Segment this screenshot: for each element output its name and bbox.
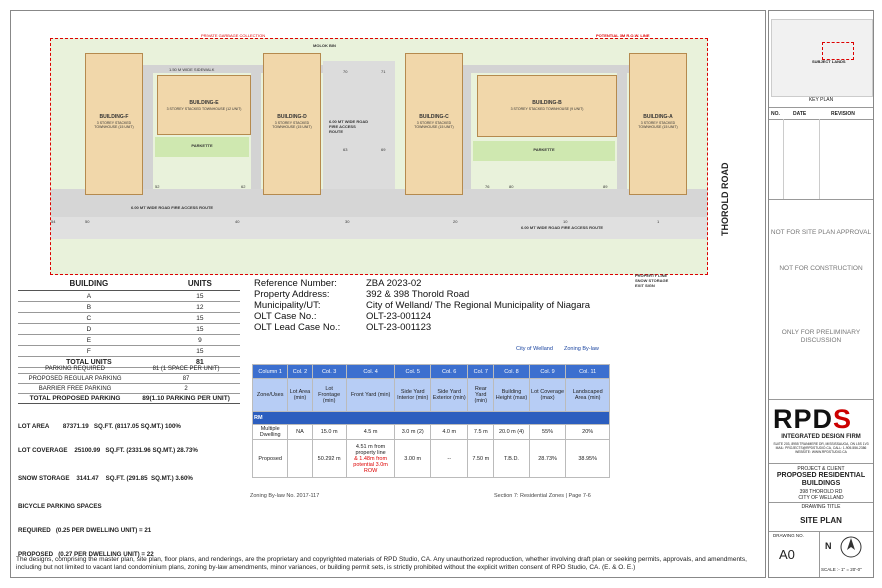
rev-header: NO.: [771, 111, 780, 117]
building-f: [85, 53, 143, 195]
sub-header: Lot Coverage (max): [529, 379, 566, 412]
sub-header: Rear Yard (min): [468, 379, 494, 412]
building-label: BUILDING-E: [189, 100, 219, 106]
building-sub: 3 STOREY STACKED TOWNHOUSE (9 UNIT): [510, 107, 584, 111]
cell: 4.5 m: [346, 425, 395, 440]
col-header: Col. 9: [529, 365, 566, 379]
building-b: [477, 75, 617, 137]
drawing-title-label: DRAWING TITLE: [801, 504, 841, 510]
sub-header: Side Yard Exterior (min): [431, 379, 468, 412]
cell: Multiple Dwelling: [253, 425, 288, 440]
reference-keys: [254, 278, 364, 333]
zoning-bylaw: Zoning By-law: [564, 346, 599, 352]
col-header: Col. 6: [431, 365, 468, 379]
key-plan: [771, 19, 873, 97]
firm-logo: [773, 404, 852, 435]
table-row: [18, 324, 240, 335]
cell: 20.0 m (4): [494, 425, 530, 440]
cell: 12: [160, 302, 240, 313]
logo-accent: S: [833, 404, 853, 434]
ref-key: Municipality/UT:: [254, 300, 321, 311]
road-name: THOROLD ROAD: [720, 162, 730, 236]
key-plan-site: [822, 42, 854, 60]
cell: A: [18, 291, 160, 302]
reference-values: [366, 278, 626, 333]
fire-route-label: 6.00 MT WIDE ROAD FIRE ACCESS ROUTE: [521, 225, 604, 230]
building-sub: 3 STOREY STACKED TOWNHOUSE (15 UNIT): [638, 121, 678, 129]
parking-number: 80: [509, 184, 514, 189]
table-row: [18, 313, 240, 324]
key-plan-site-label: SUBJECT LANDS: [812, 59, 846, 64]
parking-number: 30: [345, 219, 350, 224]
building-e: [157, 75, 251, 135]
building-sub: 3 STOREY STACKED TOWNHOUSE (15 UNIT): [414, 121, 454, 129]
col-header: Col. 4: [346, 365, 395, 379]
table-row: [253, 425, 610, 440]
building-a: [629, 53, 687, 195]
table-row: [18, 335, 240, 346]
cell: Proposed: [253, 440, 288, 478]
potential-row-label: POTENTIAL 3M R.O.W. LINE: [596, 33, 650, 38]
fire-route-label: 6.00 MT WIDE ROAD FIRE ACCESS ROUTE: [131, 205, 214, 210]
building-label: BUILDING-D: [277, 114, 307, 120]
cell: 7.50 m: [468, 440, 494, 478]
cell: 55%: [529, 425, 566, 440]
ref-key: OLT Lead Case No.:: [254, 322, 341, 333]
cell: 15.0 m: [312, 425, 346, 440]
cell: 15: [160, 313, 240, 324]
cell: NA: [288, 425, 312, 440]
ref-value: 392 & 398 Thorold Road: [366, 289, 470, 300]
zoning-table: [252, 364, 610, 478]
note-construction: NOT FOR CONSTRUCTION: [779, 265, 863, 272]
parking-number: 1: [657, 219, 660, 224]
project-name: PROPOSED RESIDENTIAL BUILDINGS: [776, 472, 866, 487]
parking-number: 70: [343, 69, 348, 74]
units-header: BUILDING: [18, 276, 160, 291]
cell: TOTAL PROPOSED PARKING: [18, 394, 132, 404]
project-address-1: 398 THOROLD RD: [799, 489, 843, 495]
sub-header: Side Yard Interior (min): [395, 379, 431, 412]
exit-sign-label: EXIT SIGN: [635, 283, 655, 288]
parking-number: 54: [51, 219, 56, 224]
building-sub: 3 STOREY STACKED TOWNHOUSE (15 UNIT): [94, 121, 134, 129]
cell: 50.292 m: [312, 440, 346, 478]
table-row: [18, 364, 240, 374]
tb-divider: [819, 531, 820, 577]
building-label: BUILDING-B: [532, 100, 562, 106]
zoning-footer-right: Section 7: Residential Zones | Page 7-6: [494, 493, 591, 499]
scale-label: SCALE :- 1" = 20'-0": [821, 567, 862, 572]
table-row: [18, 394, 240, 404]
col-header: Col. 2: [288, 365, 312, 379]
cell: 7.5 m: [468, 425, 494, 440]
building-c: [405, 53, 463, 195]
building-d: [263, 53, 321, 195]
sub-header: Building Height (max): [494, 379, 530, 412]
bike-required: REQUIRED (0.25 PER DWELLING UNIT) = 21: [18, 527, 152, 534]
cell: 89(1.10 PARKING PER UNIT): [132, 394, 240, 404]
table-row: [18, 374, 240, 384]
site-stats: [18, 407, 258, 567]
cell: B: [18, 302, 160, 313]
cell: 9: [160, 335, 240, 346]
garbage-label: PRIVATE GARBAGE COLLECTION: [201, 33, 266, 38]
cell: PROPOSED REGULAR PARKING: [18, 374, 132, 384]
cell: 81 (1 SPACE PER UNIT): [132, 364, 240, 374]
parking-number: 71: [381, 69, 386, 74]
col-header: Column 1: [253, 365, 288, 379]
bike-proposed: PROPOSED (0.27 PER DWELLING UNIT) = 22: [18, 551, 154, 558]
parkette-label: PARKETTE: [533, 147, 555, 152]
parking-number: 62: [241, 184, 246, 189]
cell: T.B.D.: [494, 440, 530, 478]
building-label: BUILDING-A: [643, 114, 673, 120]
note-preliminary: ONLY FOR PRELIMINARY DISCUSSION: [781, 329, 861, 344]
cell: BARRIER FREE PARKING: [18, 384, 132, 394]
parking-number: 20: [453, 219, 458, 224]
col-header: Col. 5: [395, 365, 431, 379]
table-row: [18, 302, 240, 313]
building-sub: 3 STOREY STACKED TOWNHOUSE (12 UNIT): [166, 107, 242, 111]
building-sub: 3 STOREY STACKED TOWNHOUSE (15 UNIT): [272, 121, 312, 129]
cell: 3.0 m (2): [395, 425, 431, 440]
cell: E: [18, 335, 160, 346]
parking-table: [18, 364, 240, 404]
col-header: Col. 7: [468, 365, 494, 379]
parking-number: 63: [343, 147, 348, 152]
parking-number: 76: [485, 184, 490, 189]
rev-divider: [819, 119, 820, 199]
lot-area: LOT AREA 87371.19 SQ.FT. (8117.05 SQ.MT.) 100%: [18, 423, 181, 430]
parkette-label: PARKETTE: [191, 143, 213, 148]
cell: PARKING REQUIRED: [18, 364, 132, 374]
drawing-no-label: DRAWING NO.: [773, 533, 804, 538]
col-header: Col. 11: [566, 365, 610, 379]
front-yard-a: 4.51 m from property line: [355, 443, 386, 456]
key-plan-label: KEY PLAN: [808, 97, 834, 103]
drawing-no: A0: [779, 547, 795, 562]
rev-header: DATE: [793, 111, 807, 117]
fire-route-label: 6.00 MT WIDE ROAD FIRE ACCESS ROUTE: [329, 119, 369, 134]
north-label: N: [825, 541, 832, 551]
table-row: [253, 365, 610, 379]
zoning-footer-left: Zoning By-law No. 2017-117: [250, 493, 320, 499]
snow-storage: SNOW STORAGE 3141.47 SQ.FT. (291.85 SQ.MT.) 3.60%: [18, 475, 193, 482]
sub-header: Zone/Uses: [253, 379, 288, 412]
parking-number: 69: [381, 147, 386, 152]
cell: 28.73%: [529, 440, 566, 478]
rev-divider: [783, 119, 784, 199]
zoning-city: City of Welland: [516, 346, 553, 352]
zone-row: RM: [253, 412, 610, 425]
ref-key: OLT Case No.:: [254, 311, 317, 322]
drawing-title: SITE PLAN: [800, 516, 842, 525]
cell: D: [18, 324, 160, 335]
cell: 15: [160, 324, 240, 335]
cell: [346, 440, 395, 478]
logo-main: RPD: [773, 404, 834, 434]
cell: 15: [160, 291, 240, 302]
col-header: Col. 3: [312, 365, 346, 379]
table-row: [253, 379, 610, 412]
fire-access-road: [51, 189, 707, 219]
units-table: [18, 276, 240, 368]
cell: C: [18, 313, 160, 324]
sidewalk-label: 1.50 M WIDE SIDEWALK: [169, 67, 215, 72]
lot-coverage: LOT COVERAGE 25100.99 SQ.FT. (2331.96 SQ.MT.) 28.73%: [18, 447, 198, 454]
parking-number: 10: [563, 219, 568, 224]
sub-header: Front Yard (min): [346, 379, 395, 412]
cell: --: [431, 440, 468, 478]
rev-header: REVISION: [831, 111, 855, 117]
note-site-plan: NOT FOR SITE PLAN APPROVAL: [770, 229, 872, 236]
property-line-label: PROPERTY LINE: [635, 273, 668, 278]
title-block: [768, 10, 874, 578]
cell: 20%: [566, 425, 610, 440]
ref-value: OLT-23-001124: [366, 311, 432, 322]
col-header: Col. 8: [494, 365, 530, 379]
units-header: UNITS: [160, 276, 240, 291]
table-row: [18, 346, 240, 357]
table-row: [253, 440, 610, 478]
ref-value: OLT-23-001123: [366, 322, 432, 333]
building-label: BUILDING-C: [419, 114, 449, 120]
snow-storage-label: SNOW STORAGE: [635, 278, 669, 283]
sub-header: Lot Area (min): [288, 379, 312, 412]
sub-header: Landscaped Area (min): [566, 379, 610, 412]
building-label: BUILDING-F: [99, 114, 129, 120]
parking-number: 89: [603, 184, 608, 189]
parking-number: 50: [85, 219, 90, 224]
front-yard-b: & 1.48m from potential 3.0m ROW: [353, 455, 388, 474]
firm-name: INTEGRATED DESIGN FIRM: [781, 434, 861, 440]
drive-aisle: [251, 65, 261, 195]
parking-number: 40: [235, 219, 240, 224]
ref-key: Property Address:: [254, 289, 330, 300]
cell: 3.00 m: [395, 440, 431, 478]
cell: 81: [160, 357, 240, 368]
ref-value: ZBA 2023-02: [366, 278, 422, 289]
table-row: [253, 412, 610, 425]
drive-aisle: [617, 65, 627, 195]
parkette: [155, 137, 249, 157]
disclaimer: The designs, comprising the master plan, site plan, floor plans, and renderings, are the proprietary and copyrighted materials of RPD Studio, CA. Any unauthorized reproduction, whether involving draft plan or seeking permits, approvals, and amendments, including but not limited to vacant land condominium plans, zoning by-law amendments, minor variances, or building permit sets, is strictly prohibited without the explicit written consent of RPD Studio, CA. (E. & O. E.): [16, 556, 747, 571]
cell: 87: [132, 374, 240, 384]
cell: 4.0 m: [431, 425, 468, 440]
cell: F: [18, 346, 160, 357]
table-row: [18, 384, 240, 394]
ref-key: Reference Number:: [254, 278, 337, 289]
ref-value: City of Welland/ The Regional Municipality of Niagara: [366, 300, 591, 311]
parkette: [473, 141, 615, 161]
sub-header: Lot Frontage (min): [312, 379, 346, 412]
north-arrow-icon: [839, 535, 863, 559]
cell: 15: [160, 346, 240, 357]
cell: 2: [132, 384, 240, 394]
project-address-2: CITY OF WELLAND: [798, 495, 844, 501]
cell: [288, 440, 312, 478]
firm-address: SUITE 203, 8955 TRANMERE DR, MISSISSAUGA, ON L5S 1V3 MAIL: PROJECTS@RPDSTUDIO.CA, CALL: 1-905-556-2386 WEBSITE: WWW.RPDSTUDIO.CA: [773, 442, 869, 454]
cell: TOTAL UNITS: [18, 357, 160, 368]
project-label: PROJECT & CLIENT: [797, 466, 845, 472]
table-row: [18, 291, 240, 302]
parking-number: 52: [155, 184, 160, 189]
drive-aisle: [143, 65, 153, 195]
bike-title: BICYCLE PARKING SPACES: [18, 503, 102, 510]
molok-label: MOLOK BIN: [313, 43, 336, 48]
cell: 38.95%: [566, 440, 610, 478]
